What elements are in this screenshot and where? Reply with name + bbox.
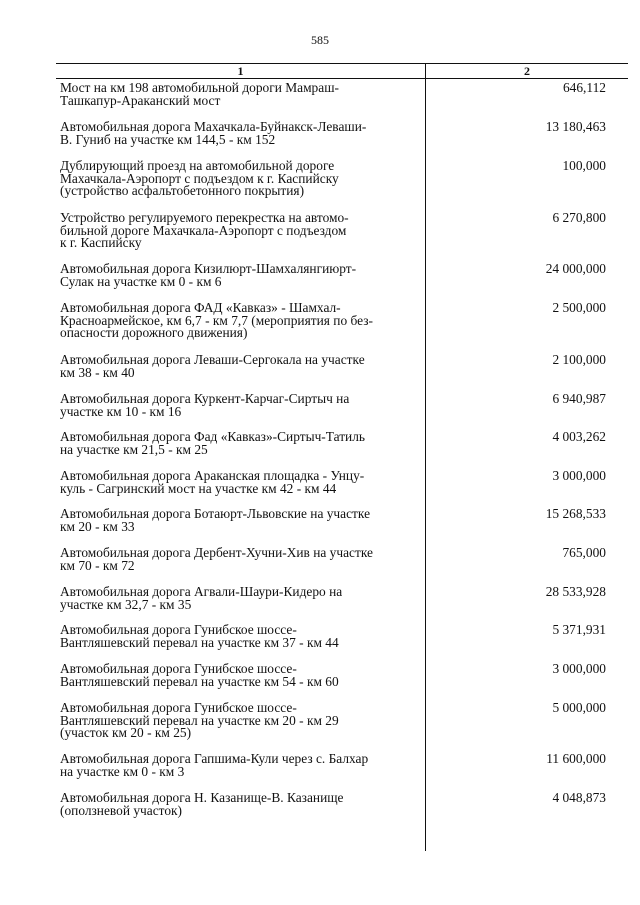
- row-road-name: Автомобильная дорога Гунибское шоссе- Вантляшевский перевал на участке км 20 - км 29 (участок км 20 - км 25): [60, 700, 339, 740]
- table-row: [60, 470, 606, 508]
- row-road-name: Автомобильная дорога ФАД «Кавказ» - Шамхал- Красноармейское, км 6,7 - км 7,7 (мероприятия по без- опасности дорожного движения): [60, 300, 373, 340]
- row-amount: 13 180,463: [545, 119, 606, 134]
- row-amount: 15 268,533: [545, 506, 606, 521]
- table-row: [60, 792, 606, 831]
- table-row: [60, 160, 606, 212]
- table-row: [60, 753, 606, 792]
- row-road-name: Автомобильная дорога Дербент-Хучни-Хив на участке км 70 - км 72: [60, 545, 373, 573]
- row-amount: 4 003,262: [552, 429, 606, 444]
- row-amount: 100,000: [562, 158, 606, 173]
- page-number: 585: [311, 33, 329, 47]
- table-row: [60, 702, 606, 753]
- row-road-name: Устройство регулируемого перекрестка на автомо- бильной дороге Махачкала-Аэропорт с подъездом к г. Каспийску: [60, 210, 349, 250]
- table-row: [60, 82, 606, 121]
- row-road-name: Автомобильная дорога Гапшима-Кули через с. Балхар на участке км 0 - км 3: [60, 751, 369, 779]
- table-row: [60, 354, 606, 393]
- row-amount: 3 000,000: [552, 468, 606, 483]
- table-body: [60, 82, 606, 831]
- row-road-name: Автомобильная дорога Араканская площадка - Унцу- куль - Сагринский мост на участке км 42 - км 44: [60, 468, 365, 496]
- row-amount: 2 100,000: [552, 352, 606, 367]
- row-road-name: Автомобильная дорога Гунибское шоссе- Вантляшевский перевал на участке км 37 - км 44: [60, 622, 339, 650]
- row-road-name: Автомобильная дорога Гунибское шоссе- Вантляшевский перевал на участке км 54 - км 60: [60, 661, 339, 689]
- table-row: [60, 624, 606, 663]
- row-amount: 4 048,873: [552, 790, 606, 805]
- row-road-name: Автомобильная дорога Махачкала-Буйнакск-Леваши- В. Гуниб на участке км 144,5 - км 152: [60, 119, 367, 147]
- row-road-name: Автомобильная дорога Агвали-Шаури-Кидеро на участке км 32,7 - км 35: [60, 584, 343, 612]
- row-amount: 28 533,928: [545, 584, 606, 599]
- table-row: [60, 508, 606, 547]
- table-row: [60, 393, 606, 431]
- table-row: [60, 663, 606, 702]
- row-amount: 5 000,000: [552, 700, 606, 715]
- table-row: [60, 547, 606, 586]
- row-road-name: Автомобильная дорога Кизилюрт-Шамхалянгиюрт- Сулак на участке км 0 - км 6: [60, 261, 357, 289]
- row-amount: 24 000,000: [545, 261, 606, 276]
- row-road-name: Дублирующий проезд на автомобильной дороге Махачкала-Аэропорт с подъездом к г. Каспийску (устройство асфальтобетонного покрытия): [60, 158, 339, 198]
- table-row: [60, 431, 606, 470]
- table-header-col-2: 2: [524, 64, 530, 78]
- row-amount: 3 000,000: [552, 661, 606, 676]
- table-header-rule: [56, 78, 628, 79]
- row-amount: 2 500,000: [552, 300, 606, 315]
- row-road-name: Автомобильная дорога Леваши-Сергокала на участке км 38 - км 40: [60, 352, 365, 380]
- row-road-name: Автомобильная дорога Н. Казанище-В. Казанище (оползневой участок): [60, 790, 344, 818]
- row-amount: 5 371,931: [552, 622, 606, 637]
- row-road-name: Мост на км 198 автомобильной дороги Мамраш- Ташкапур-Араканский мост: [60, 80, 339, 108]
- row-amount: 11 600,000: [546, 751, 606, 766]
- row-amount: 646,112: [562, 80, 606, 95]
- table-header-col-1: 1: [237, 64, 244, 78]
- table-row: [60, 302, 606, 354]
- row-amount: 765,000: [562, 545, 606, 560]
- row-road-name: Автомобильная дорога Фад «Кавказ»-Сиртыч-Татиль на участке км 21,5 - км 25: [60, 429, 366, 457]
- table-row: [60, 212, 606, 263]
- table-row: [60, 121, 606, 160]
- row-road-name: Автомобильная дорога Куркент-Карчаг-Сиртыч на участке км 10 - км 16: [60, 391, 350, 419]
- row-road-name: Автомобильная дорога Ботаюрт-Львовские на участке км 20 - км 33: [60, 506, 371, 534]
- table-row: [60, 586, 606, 624]
- row-amount: 6 270,800: [552, 210, 606, 225]
- row-amount: 6 940,987: [552, 391, 606, 406]
- table-row: [60, 263, 606, 302]
